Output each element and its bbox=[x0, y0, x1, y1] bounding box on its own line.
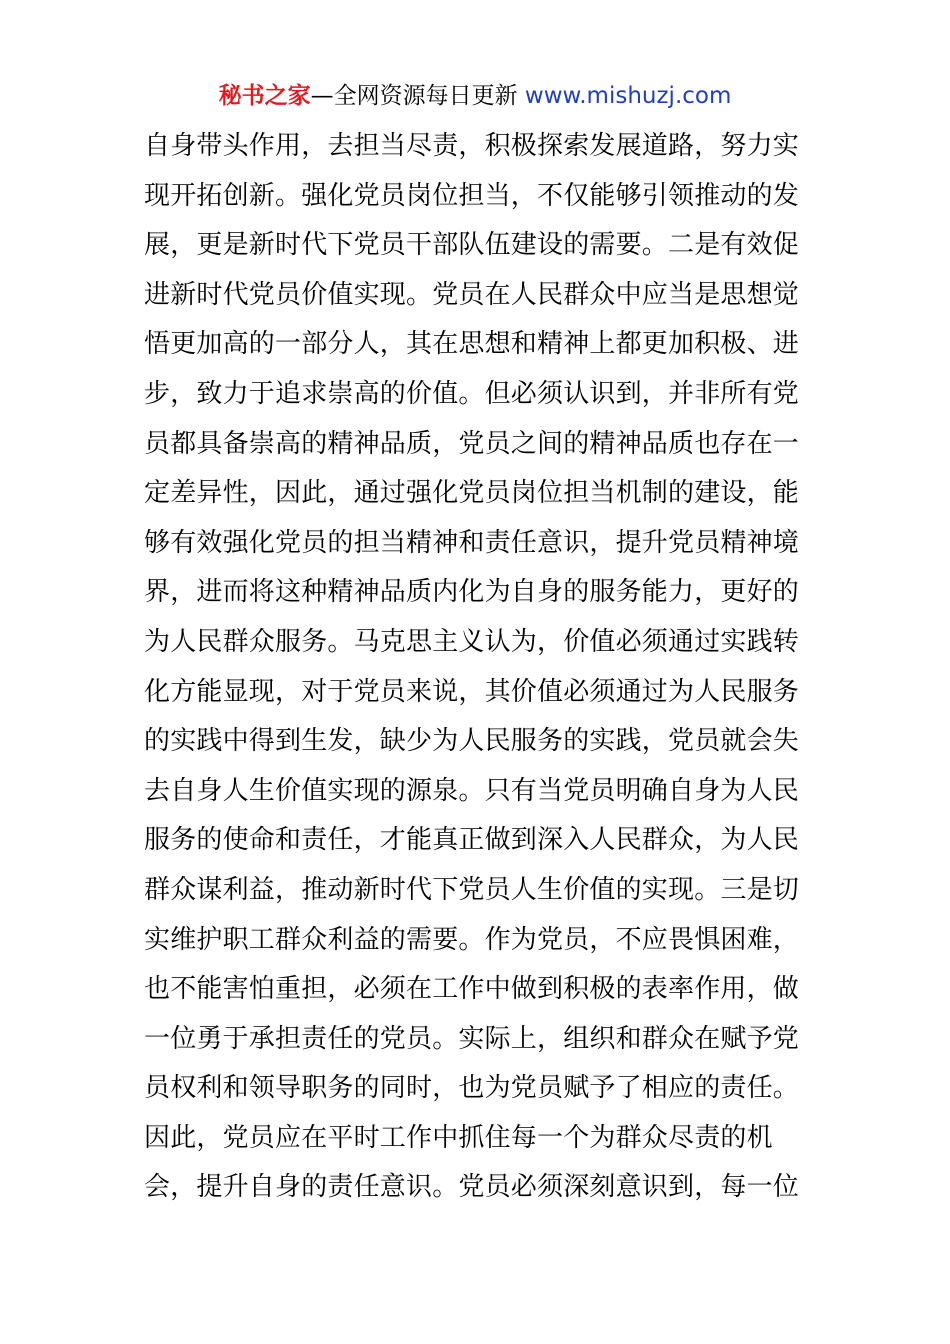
text-line: 展，更是新时代下党员干部队伍建设的需要。二是有效促 bbox=[144, 230, 800, 261]
page-header bbox=[0, 80, 950, 112]
text-line: 一位勇于承担责任的党员。实际上，组织和群众在赋予党 bbox=[144, 1023, 800, 1054]
text-line: 进新时代党员价值实现。党员在人民群众中应当是思想觉 bbox=[144, 279, 800, 310]
text-line: 为人民群众服务。马克思主义认为，价值必须通过实践转 bbox=[144, 626, 800, 657]
text-line: 因此，党员应在平时工作中抓住每一个为群众尽责的机 bbox=[144, 1122, 773, 1153]
header-tagline: —全网资源每日更新 bbox=[310, 83, 525, 109]
text-line: 实维护职工群众利益的需要。作为党员，不应畏惧困难， bbox=[144, 924, 800, 955]
text-line: 会，提升自身的责任意识。党员必须深刻意识到，每一位 bbox=[144, 1172, 800, 1203]
website-url[interactable]: www.mishuzj.com bbox=[524, 83, 732, 109]
text-line: 现开拓创新。强化党员岗位担当，不仅能够引领推动的发 bbox=[144, 180, 800, 211]
text-line: 员都具备崇高的精神品质，党员之间的精神品质也存在一 bbox=[144, 428, 800, 459]
text-line: 的实践中得到生发，缺少为人民服务的实践，党员就会失 bbox=[144, 726, 800, 757]
text-line: 够有效强化党员的担当精神和责任意识，提升党员精神境 bbox=[144, 527, 800, 558]
document-body bbox=[144, 122, 814, 1213]
text-line: 定差异性，因此，通过强化党员岗位担当机制的建设，能 bbox=[144, 478, 800, 509]
text-line: 自身带头作用，去担当尽责，积极探索发展道路，努力实 bbox=[144, 131, 800, 161]
text-line: 化方能显现，对于党员来说，其价值必须通过为人民服务 bbox=[144, 676, 800, 707]
text-line: 服务的使命和责任，才能真正做到深入人民群众，为人民 bbox=[144, 825, 800, 856]
text-line: 群众谋利益，推动新时代下党员人生价值的实现。三是切 bbox=[144, 874, 800, 905]
text-line: 步，致力于追求崇高的价值。但必须认识到，并非所有党 bbox=[144, 378, 800, 409]
text-line: 界，进而将这种精神品质内化为自身的服务能力，更好的 bbox=[144, 577, 800, 608]
text-line: 悟更加高的一部分人，其在思想和精神上都更加积极、进 bbox=[144, 329, 800, 360]
brand-name: 秘书之家 bbox=[218, 83, 311, 109]
text-line: 去自身人生价值实现的源泉。只有当党员明确自身为人民 bbox=[144, 775, 800, 806]
text-line: 员权利和领导职务的同时，也为党员赋予了相应的责任。 bbox=[144, 1073, 800, 1104]
text-line: 也不能害怕重担，必须在工作中做到积极的表率作用，做 bbox=[144, 974, 800, 1005]
